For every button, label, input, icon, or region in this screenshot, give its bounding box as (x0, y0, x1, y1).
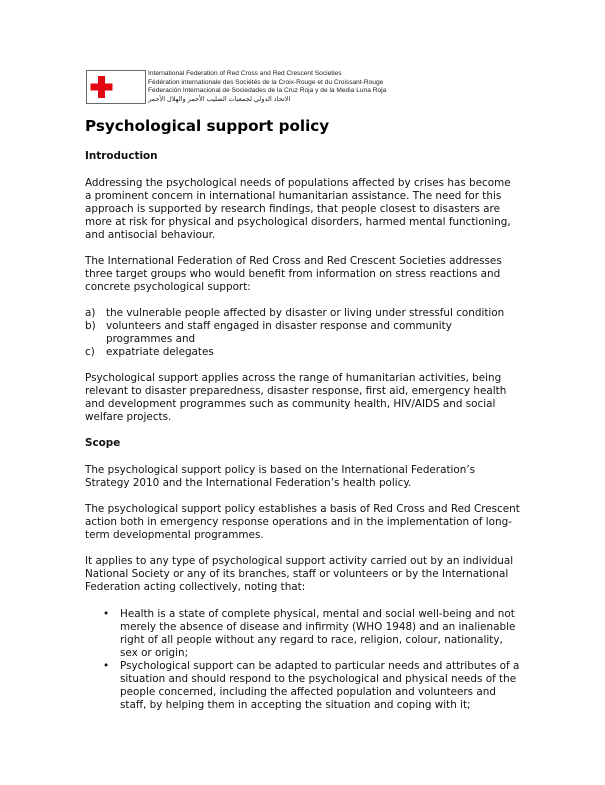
list-item (85, 320, 520, 346)
list-marker: a) (85, 307, 96, 319)
paragraph: Addressing the psychological needs of populations affected by crises has become a prominent concern in international humanitarian assistance. The need for this approach is supported by research findings, that people closest to disasters are more at risk for physical and psychological disorders, harmed mental functioning, and antisocial behaviour. (85, 177, 511, 241)
org-name-ar: الاتحاد الدولي لجمعيات الصليب الأحمر والهلال الأحمر (148, 95, 291, 103)
organization-name-lines (148, 70, 386, 104)
list-item-text: volunteers and staff engaged in disaster response and community programmes and (106, 320, 452, 345)
list-marker: c) (85, 346, 95, 358)
list-item (85, 660, 520, 712)
list-item (85, 307, 520, 320)
scope-bullet-list (85, 608, 520, 712)
target-groups-list (85, 307, 520, 359)
list-item-text: Psychological support can be adapted to particular needs and attributes of a situation and should respond to the psychological and physical needs of the people concerned, including the affected population and volunteers and staff, by helping them in accepting the situation and coping with it; (120, 660, 520, 711)
paragraph: It applies to any type of psychological support activity carried out by an individual National Society or any of its branches, staff or volunteers or by the International Federation acting collectively, noting that: (85, 555, 514, 593)
page-title: Psychological support policy (85, 117, 330, 135)
org-name-es: Federación Internacional de Sociedades de la Cruz Roja y de la Media Luna Roja (148, 87, 387, 95)
list-marker: b) (85, 320, 96, 332)
list-item (85, 346, 520, 359)
list-item-text: the vulnerable people affected by disaster or living under stressful condition (106, 307, 505, 319)
bullet-icon: • (103, 608, 110, 620)
red-cross-red-crescent-logo (86, 70, 146, 104)
paragraph: The International Federation of Red Cross and Red Crescent Societies addresses three target groups who would benefit from information on stress reactions and concrete psychological support: (85, 255, 502, 293)
section-heading-scope: Scope (85, 437, 121, 449)
paragraph: The psychological support policy establishes a basis of Red Cross and Red Crescent action both in emergency response operations and in the implementation of long-term developmental programmes. (85, 503, 520, 541)
list-item-text: expatriate delegates (106, 346, 214, 358)
org-name-fr: Fédération internationale des Sociétés de la Croix-Rouge et du Croissant-Rouge (148, 78, 384, 86)
paragraph: Psychological support applies across the range of humanitarian activities, being relevant to disaster preparedness, disaster response, first aid, emergency health and development programmes such as community health, HIV/AIDS and social welfare projects. (85, 372, 507, 423)
org-name-en: International Federation of Red Cross and Red Crescent Societies (148, 70, 342, 77)
list-item-text: Health is a state of complete physical, mental and social well-being and not merely the absence of disease and infirmity (WHO 1948) and an inalienable right of all people without any regard to race, religion, colour, nationality, sex or origin; (120, 608, 516, 659)
list-item (85, 608, 520, 660)
paragraph: The psychological support policy is based on the International Federation’s Strategy 2010 and the International Federation’s health policy. (85, 464, 476, 489)
section-heading-introduction: Introduction (85, 150, 158, 162)
bullet-icon: • (103, 660, 110, 672)
document-body (85, 150, 520, 712)
